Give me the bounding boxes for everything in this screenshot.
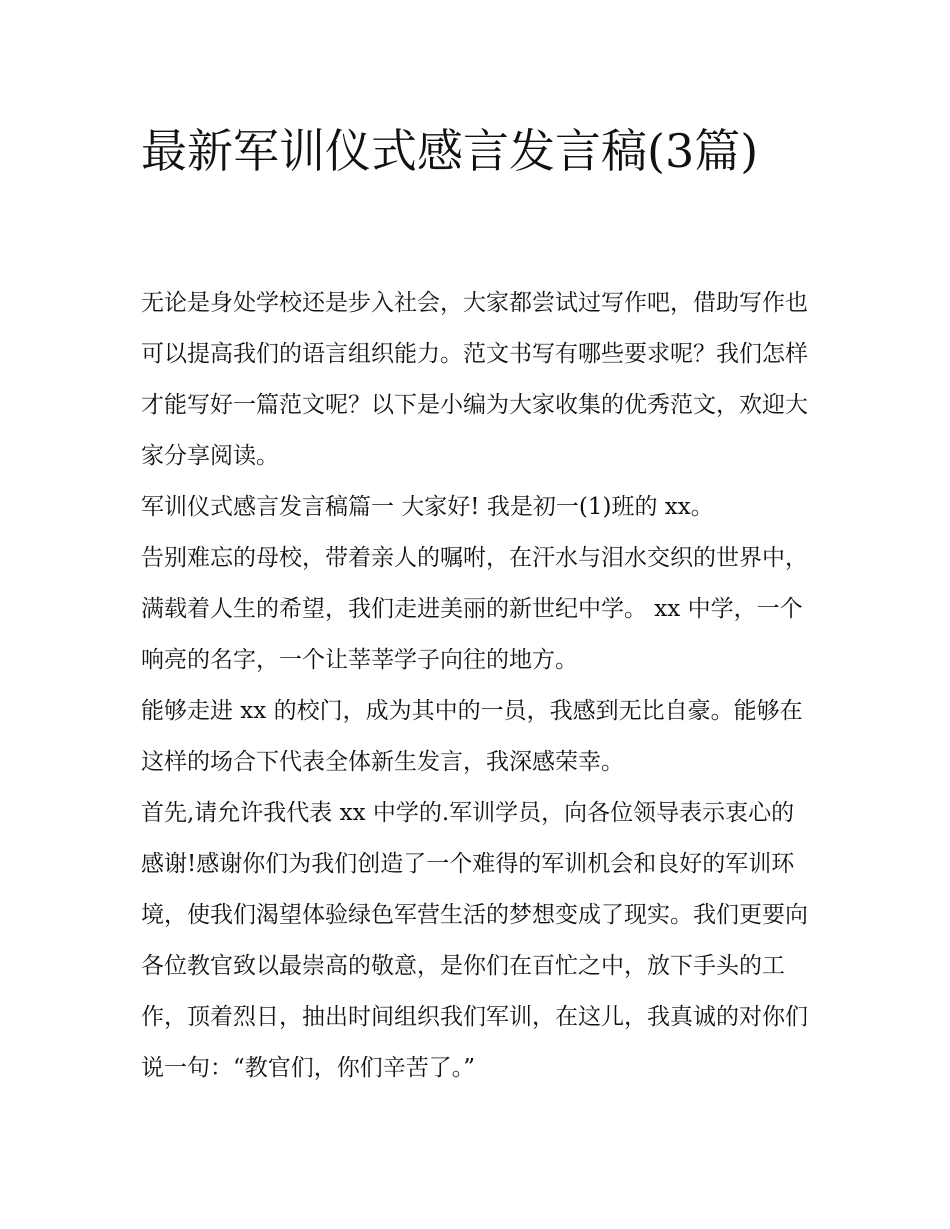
paragraph-pride: 能够走进 xx 的校门，成为其中的一员，我感到无比自豪。能够在这样的场合下代表全体新生发言，我深感荣幸。: [141, 698, 803, 775]
paragraph-intro: 无论是身处学校还是步入社会，大家都尝试过写作吧，借助写作也可以提高我们的语言组织能力。范文书写有哪些要求呢？我们怎样才能写好一篇范文呢？以下是小编为大家收集的优秀范文，欢迎大家分享阅读。: [141, 290, 808, 469]
document-title: 最新军训仪式感言发言稿(3篇): [141, 124, 759, 178]
document-body: [141, 278, 813, 1094]
paragraph-farewell: 告别难忘的母校，带着亲人的嘱咐，在汗水与泪水交织的世界中，满载着人生的希望，我们走进美丽的新世纪中学。 xx 中学，一个响亮的名字，一个让莘莘学子向往的地方。: [141, 545, 808, 673]
paragraph-thanks: 首先,请允许我代表 xx 中学的.军训学员，向各位领导表示衷心的感谢!感谢你们为我们创造了一个难得的军训机会和良好的军训环境，使我们渴望体验绿色军营生活的梦想变成了现实。我们更要向各位教官致以最崇高的敬意，是你们在百忙之中，放下手头的工作，顶着烈日，抽出时间组织我们军训，在这儿，我真诚的对你们说一句：“教官们，你们辛苦了。”: [141, 800, 808, 1081]
paragraph-greeting: 军训仪式感言发言稿篇一 大家好! 我是初一(1)班的 xx。: [141, 494, 714, 520]
